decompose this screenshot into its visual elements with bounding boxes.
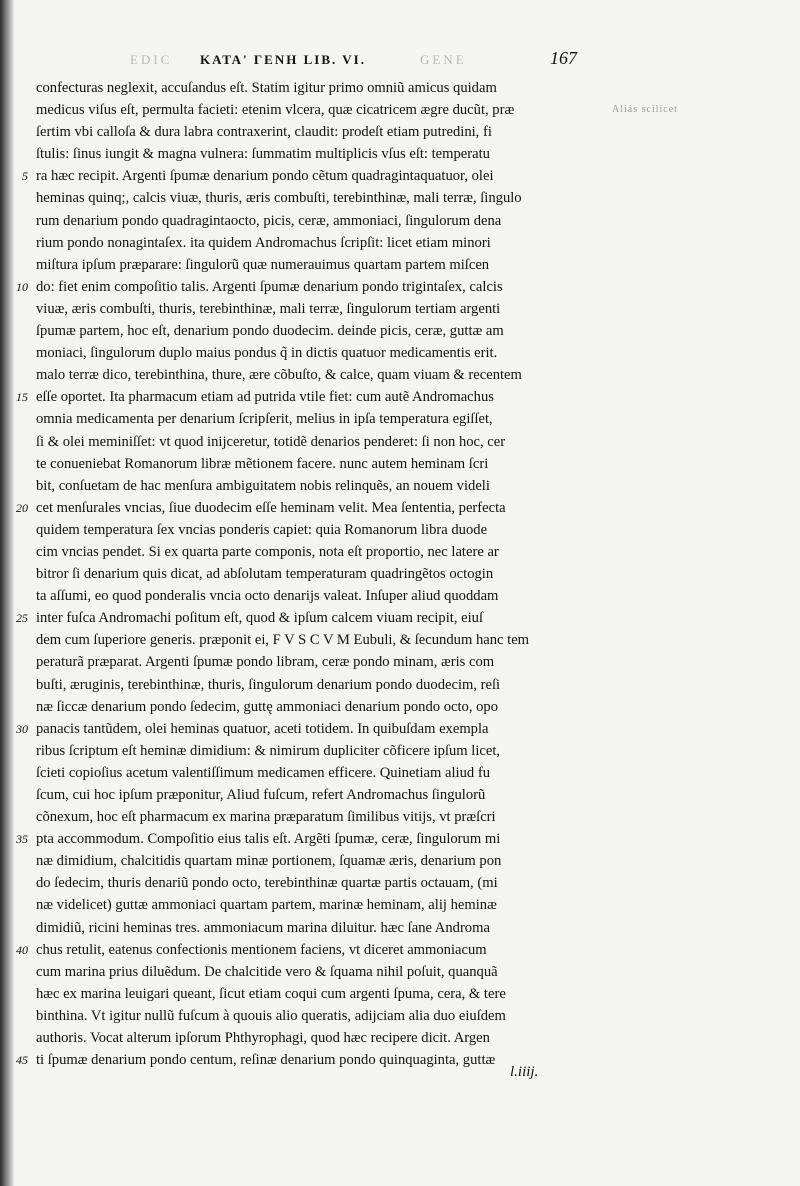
line-text: do: fiet enim compoſitio talis. Argenti ſpumæ denarium pondo trigintaſex, calcis (36, 278, 503, 295)
text-line (30, 541, 590, 563)
line-text: bitror ſi denarium quis dicat, ad abſolutam temperaturam quadringẽtos octogin (36, 566, 494, 583)
text-line (30, 806, 590, 828)
line-text: ta aſſumi, eo quod ponderalis vncia octo denarijs valeat. Inſuper aliud quoddam (36, 588, 499, 605)
text-line (16, 276, 590, 298)
text-line (30, 629, 590, 651)
margin-note: Aliás scilicet (612, 104, 678, 115)
line-text: quidem temperatura ſex vncias ponderis capiet: quia Romanorum libra duode (36, 521, 488, 538)
line-text: bit, conſuetam de hac menſura ambiguitatem nobis relinquẽs, an nouem videli (36, 477, 490, 494)
line-text: eſſe oportet. Ita pharmacum etiam ad putrida vtile fiet: cum autẽ Andromachus (36, 389, 494, 406)
line-text: cet menſurales vncias, ſiue duodecim eſſe heminam velit. Mea ſententia, perfecta (36, 499, 506, 516)
line-text: binthina. Vt igitur nullũ fuſcum à quouis alio queratis, adijciam alia duo eiuſdem (36, 1007, 506, 1024)
line-text: inter fuſca Andromachi poſitum eſt, quod & ipſum calcem viuam recipit, eiuſ (36, 610, 484, 627)
text-line (30, 563, 590, 585)
text-line (16, 1049, 590, 1071)
line-text: næ ſiccæ denarium pondo ſedecim, guttę ammoniaci denarium pondo octo, opo (36, 698, 499, 715)
text-line (30, 210, 590, 232)
text-line (30, 651, 590, 673)
line-text: miſtura ipſum præparare: ſingulorũ quæ numerauimus quartam partem miſcen (36, 256, 490, 273)
text-line (30, 674, 590, 696)
line-text: moniaci, ſingulorum duplo maius pondus q̃ in dictis quatuor medicamentis erit. (36, 345, 498, 362)
text-line (30, 1027, 590, 1049)
line-text: malo terræ dico, terebinthina, thure, ære cõbuſto, & calce, quam viuam & recentem (36, 367, 522, 384)
line-text: dimidiũ, ricini heminas tres. ammoniacum marina diluitur. hæc ſane Androma (36, 919, 490, 936)
text-line (30, 894, 590, 916)
line-text: ra hæc recipit. Argenti ſpumæ denarium pondo cẽtum quadragintaquatuor, olei (36, 168, 494, 185)
text-line (16, 607, 590, 629)
text-line (30, 696, 590, 718)
text-line (30, 762, 590, 784)
line-number: 10 (16, 279, 28, 294)
line-text: rum denarium pondo quadragintaocto, picis, ceræ, ammoniaci, ſingulorum dena (36, 212, 502, 229)
line-text: chus retulit, eatenus confectionis mentionem faciens, vt diceret ammoniacum (36, 941, 487, 958)
line-text: hæc ex marina leuigari queant, ſicut etiam coqui cum argenti ſpuma, cera, & tere (36, 985, 506, 1002)
line-text: panacis tantũdem, olei heminas quatuor, aceti totidem. In quibuſdam exempla (36, 720, 489, 737)
text-line (30, 408, 590, 430)
text-line (30, 187, 590, 209)
line-number: 25 (16, 611, 28, 626)
text-line (30, 872, 590, 894)
line-number: 20 (16, 500, 28, 515)
line-text: pta accommodum. Compoſitio eius talis eſt. Argẽti ſpumæ, ceræ, ſingulorum mi (36, 831, 501, 848)
line-text: ſtulis: ſinus iungit & magna vulnera: ſummatim multiplicis vſus eſt: temperatu (36, 146, 490, 163)
text-line (16, 828, 590, 850)
text-line (30, 99, 590, 121)
text-line (30, 917, 590, 939)
text-line (16, 718, 590, 740)
text-line (30, 850, 590, 872)
line-number: 15 (16, 390, 28, 405)
text-line (30, 232, 590, 254)
line-text: ſcieti copioſius acetum valentiſſimum medicamen efficere. Quinetiam aliud fu (36, 764, 491, 781)
text-line (30, 1005, 590, 1027)
text-line (30, 453, 590, 475)
text-line (16, 386, 590, 408)
line-text: ſi & olei meminiſſet: vt quod inijceretur, totidẽ denarios penderet: ſi non hoc, cer (36, 433, 506, 450)
line-text: ſpumæ partem, hoc eſt, denarium pondo duodecim. deinde picis, ceræ, guttæ am (36, 323, 504, 340)
body-text (16, 77, 590, 1071)
running-header (130, 48, 610, 72)
line-text: confecturas neglexit, accuſandus eſt. Statim igitur primo omniũ amicus quidam (36, 80, 497, 96)
text-line (30, 121, 590, 143)
header-bleed-through-left: EDIC (130, 52, 173, 67)
line-text: dem cum ſuperiore generis. præponit ei, F V S C V M Eubuli, & ſecundum hanc tem (36, 632, 530, 649)
line-text: viuæ, æris combuſti, thuris, terebinthinæ, mali terræ, ſingulorum tertiam argenti (36, 300, 501, 317)
line-text: cõnexum, hoc eſt pharmacum ex marina præparatum ſimilibus vitijs, vt præſcri (36, 809, 496, 826)
line-text: ti ſpumæ denarium pondo centum, reſinæ denarium pondo quinquaginta, guttæ (36, 1052, 496, 1069)
line-number: 35 (16, 832, 28, 847)
line-text: peraturã præparat. Argenti ſpumæ pondo libram, ceræ pondo minam, æris com (36, 654, 495, 671)
page-number: 167 (550, 48, 577, 68)
text-line (30, 342, 590, 364)
text-line (30, 364, 590, 386)
header-title: ΚΑΤΑ' ΓΕΝΗ LIB. VI. (200, 52, 366, 67)
line-text: do ſedecim, thuris denariũ pondo octo, terebinthinæ quartæ partis octauam, (mi (36, 875, 498, 892)
line-text: heminas quinq;, calcis viuæ, thuris, æris combuſti, terebinthinæ, mali terræ, ſingulo (36, 190, 522, 207)
line-text: omnia medicamenta per denarium ſcripſerit, melius in ipſa temperatura egiſſet, (36, 411, 493, 428)
line-text: cim vncias pendet. Si ex quarta parte componis, nota eſt proportio, nec latere ar (36, 543, 499, 560)
line-text: ribus ſcriptum eſt heminæ dimidium: & nimirum dupliciter cõficere ipſum licet, (36, 742, 501, 759)
text-line (30, 519, 590, 541)
line-number: 30 (16, 721, 28, 736)
text-line (30, 431, 590, 453)
line-text: rium pondo nonagintaſex. ita quidem Andromachus ſcripſit: licet etiam minori (36, 234, 491, 251)
line-number: 45 (16, 1053, 28, 1068)
line-text: ſcum, cui hoc ipſum præponitur, Aliud fuſcum, refert Andromachus ſingulorũ (36, 787, 486, 803)
text-line (30, 254, 590, 276)
line-text: cum marina prius diluẽdum. De chalcitide vero & ſquama nihil poſuit, quanquã (36, 963, 498, 980)
text-line (30, 143, 590, 165)
text-line (30, 298, 590, 320)
text-line (30, 77, 590, 99)
line-text: medicus viſus eſt, permulta facieti: etenim vlcera, quæ cicatricem ægre ducũt, præ (36, 102, 515, 119)
signature-mark: l.iiij. (510, 1064, 539, 1080)
line-number: 5 (22, 169, 28, 184)
text-line (30, 475, 590, 497)
line-text: næ videlicet) guttæ ammoniaci quartam partem, marinæ heminam, alij heminæ (36, 897, 497, 914)
text-line (30, 320, 590, 342)
line-text: authoris. Vocat alterum ipſorum Phthyrophagi, quod hæc recipere dicit. Argen (36, 1030, 490, 1047)
text-line (30, 983, 590, 1005)
text-line (30, 961, 590, 983)
text-line (16, 497, 590, 519)
line-number: 40 (16, 942, 28, 957)
text-line (30, 740, 590, 762)
text-line (16, 939, 590, 961)
line-text: te conueniebat Romanorum libræ mẽtionem facere. nunc autem heminam ſcri (36, 455, 489, 472)
book-page (16, 0, 800, 1186)
text-line (30, 784, 590, 806)
line-text: næ dimidium, chalcitidis quartam minæ portionem, ſquamæ æris, denarium pon (36, 853, 502, 870)
line-text: buſti, æruginis, terebinthinæ, thuris, ſingulorum denarium pondo duodecim, reſi (36, 676, 501, 693)
line-text: ſertim vbi calloſa & dura labra contraxerint, claudit: prodeſt etiam putredini, fi (36, 124, 492, 141)
header-bleed-through-right: GENE (420, 52, 467, 67)
text-line (22, 165, 590, 187)
text-line (30, 585, 590, 607)
